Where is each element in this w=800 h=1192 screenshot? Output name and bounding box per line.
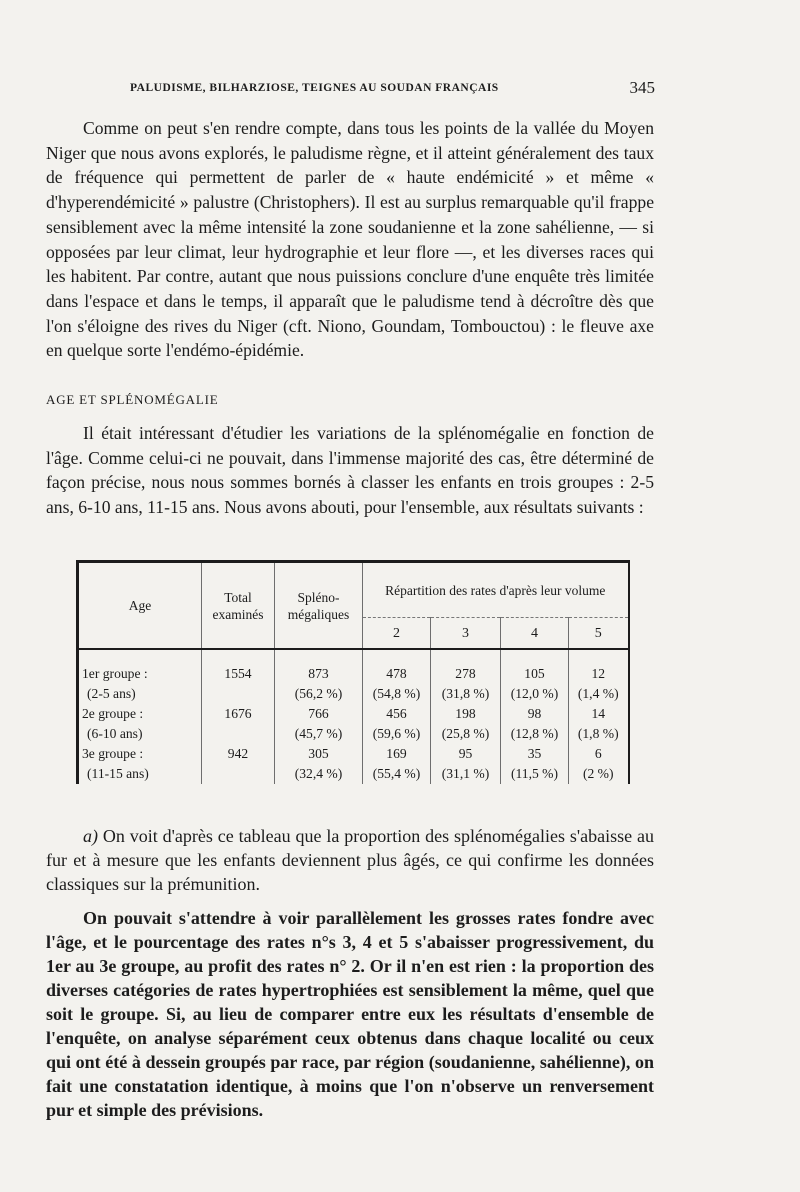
col-header-size-3: 3 bbox=[431, 618, 501, 650]
spleno-table bbox=[76, 560, 627, 803]
r2-cell: 169 bbox=[363, 744, 431, 764]
r4-cell: 105 bbox=[501, 664, 569, 684]
r4-pct: (12,8 %) bbox=[501, 724, 569, 744]
col-header-total: Total examinés bbox=[202, 562, 275, 650]
page-number: 345 bbox=[629, 78, 655, 97]
group-ages: (6-10 ans) bbox=[78, 724, 202, 744]
table-row bbox=[78, 724, 629, 744]
r3-pct: (25,8 %) bbox=[431, 724, 501, 744]
r4-cell: 98 bbox=[501, 704, 569, 724]
r5-pct: (1,8 %) bbox=[569, 724, 629, 744]
table-row bbox=[78, 744, 629, 764]
running-title: PALUDISME, BILHARZIOSE, TEIGNES AU SOUDAN FRANÇAIS bbox=[130, 82, 499, 94]
r2-pct: (55,4 %) bbox=[363, 764, 431, 784]
page-header bbox=[130, 78, 655, 102]
col-header-repartition: Répartition des rates d'après leur volume bbox=[363, 562, 629, 618]
r3-pct: (31,8 %) bbox=[431, 684, 501, 704]
r3-cell: 198 bbox=[431, 704, 501, 724]
note-a-label: a) bbox=[83, 826, 98, 846]
spleno-pct: (56,2 %) bbox=[275, 684, 363, 704]
r4-pct: (11,5 %) bbox=[501, 764, 569, 784]
total-cell: 942 bbox=[202, 744, 275, 764]
group-label: 1er groupe : bbox=[78, 664, 202, 684]
group-ages: (11-15 ans) bbox=[78, 764, 202, 784]
r3-cell: 278 bbox=[431, 664, 501, 684]
spleno-cell: 305 bbox=[275, 744, 363, 764]
group-ages: (2-5 ans) bbox=[78, 684, 202, 704]
r3-cell: 95 bbox=[431, 744, 501, 764]
table-row bbox=[78, 704, 629, 724]
intro-paragraph: Comme on peut s'en rendre compte, dans tous les points de la vallée du Moyen Niger que nous avons explorés, le paludisme règne, et il atteint généralement des taux de fréquence qui permettent de parler de « haute endémicité » et même « d'hyperendémicité » palustre (Christophers). Il est au surplus remarquable qu'il frappe sensiblement avec la même intensité la zone soudanienne et la zone sahélienne, — si opposées par leur climat, leur hydrographie et leur flore —, et les diverses races qui les habitent. Par contre, autant que nous puissions conclure d'une enquête très limitée dans l'espace et dans le temps, il apparaît que le paludisme tend à décroître dès que l'on s'éloigne des rives du Niger (cft. Niono, Goundam, Tombouctou) : le fleuve axe en quelque sorte l'endémo-épidémie. bbox=[46, 118, 654, 361]
r2-pct: (59,6 %) bbox=[363, 724, 431, 744]
group-label: 2e groupe : bbox=[78, 704, 202, 724]
spleno-cell: 873 bbox=[275, 664, 363, 684]
r2-pct: (54,8 %) bbox=[363, 684, 431, 704]
total-cell: 1554 bbox=[202, 664, 275, 684]
note-a-paragraph bbox=[46, 824, 654, 896]
r4-cell: 35 bbox=[501, 744, 569, 764]
r5-pct: (1,4 %) bbox=[569, 684, 629, 704]
note-a-text: On voit d'après ce tableau que la proportion des splénomégalies s'abaisse au fur et à mesure que les enfants deviennent plus âgés, ce qui confirme les données classiques sur la prémunition. bbox=[46, 826, 654, 894]
col-header-spleno: Spléno-mégaliques bbox=[275, 562, 363, 650]
r3-pct: (31,1 %) bbox=[431, 764, 501, 784]
table-row bbox=[78, 764, 629, 784]
col-header-size-2: 2 bbox=[363, 618, 431, 650]
final-paragraph: On pouvait s'attendre à voir parallèlement les grosses rates fondre avec l'âge, et le pourcentage des rates n°s 3, 4 et 5 s'abaisser progressivement, du 1er au 3e groupe, au profit des rates n° 2. Or il n'en est rien : la proportion des diverses catégories de rates hypertrophiées est sensiblement la même, quel que soit le groupe. Si, au lieu de comparer entre eux les résultats d'ensemble de l'enquête, on analyse séparément ceux obtenus dans chaque localité ou ceux qui ont été à dessein groupés par race, par région (soudanienne, sahélienne), on fait une constatation identique, à moins que l'on n'observe un renversement pur et simple des prévisions. bbox=[46, 908, 654, 1120]
r2-cell: 478 bbox=[363, 664, 431, 684]
r5-cell: 12 bbox=[569, 664, 629, 684]
table-row bbox=[78, 684, 629, 704]
age-intro-paragraph: Il était intéressant d'étudier les variations de la splénomégalie en fonction de l'âge. Comme celui-ci ne pouvait, dans l'immense majorité des cas, être déterminé de façon précise, nous nous sommes bornés à classer les enfants en trois groupes : 2-5 ans, 6-10 ans, 11-15 ans. Nous avons abouti, pour l'ensemble, aux résultats suivants : bbox=[46, 423, 654, 518]
section-heading: AGE ET SPLÉNOMÉGALIE bbox=[46, 392, 219, 407]
group-label: 3e groupe : bbox=[78, 744, 202, 764]
col-header-size-5: 5 bbox=[569, 618, 629, 650]
spleno-pct: (32,4 %) bbox=[275, 764, 363, 784]
r5-pct: (2 %) bbox=[569, 764, 629, 784]
total-cell: 1676 bbox=[202, 704, 275, 724]
spleno-pct: (45,7 %) bbox=[275, 724, 363, 744]
r2-cell: 456 bbox=[363, 704, 431, 724]
r5-cell: 14 bbox=[569, 704, 629, 724]
col-header-age: Age bbox=[78, 562, 202, 650]
r4-pct: (12,0 %) bbox=[501, 684, 569, 704]
r5-cell: 6 bbox=[569, 744, 629, 764]
col-header-size-4: 4 bbox=[501, 618, 569, 650]
table-row bbox=[78, 664, 629, 684]
spleno-cell: 766 bbox=[275, 704, 363, 724]
